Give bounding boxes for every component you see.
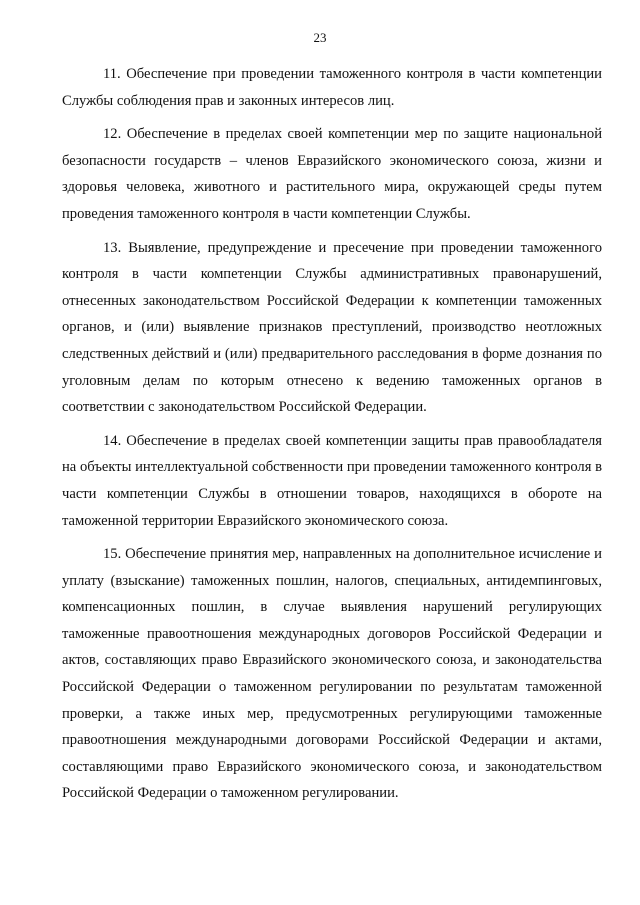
document-body (62, 61, 602, 814)
page-number: 23 (313, 30, 327, 45)
paragraph-item-13: 13. Выявление, предупреждение и пресечение при проведении таможенного контроля в части компетенции Службы административных правонарушений, отнесенных законодательством Российской Федерации к компетенции таможенных органов, и (или) выявление признаков преступлений, производство неотложных следственных действий и (или) предварительного расследования в форме дознания по уголовным делам по которым отнесено к ведению таможенных органов в соответствии с законодательством Российской Федерации. (62, 239, 602, 416)
paragraph-item-14: 14. Обеспечение в пределах своей компетенции защиты прав правообладателя на объекты интеллектуальной собственности при проведении таможенного контроля в части компетенции Службы в отношении товаров, находящихся в обороте на таможенной территории Евразийского экономического союза. (62, 432, 602, 529)
paragraph-item-15: 15. Обеспечение принятия мер, направленных на дополнительное исчисление и уплату (взыскание) таможенных пошлин, налогов, специальных, антидемпинговых, компенсационных пошлин, в случае выявления нарушений регулирующих таможенные правоотношения международных договоров Российской Федерации и актов, составляющих право Евразийского экономического союза, и законодательства Российской Федерации о таможенном регулировании по результатам таможенной проверки, а также иных мер, предусмотренных регулирующими таможенные правоотношения международными договорами Российской Федерации и актами, составляющими право Евразийского экономического союза, и законодательством Российской Федерации о таможенном регулировании. (62, 546, 602, 802)
paragraph-item-11: 11. Обеспечение при проведении таможенного контроля в части компетенции Службы соблюдения прав и законных интересов лиц. (62, 66, 602, 109)
paragraph-item-12: 12. Обеспечение в пределах своей компетенции мер по защите национальной безопасности государств – членов Евразийского экономического союза, жизни и здоровья человека, животного и растительного мира, окружающей среды путем проведения таможенного контроля в части компетенции Службы. (62, 126, 602, 222)
